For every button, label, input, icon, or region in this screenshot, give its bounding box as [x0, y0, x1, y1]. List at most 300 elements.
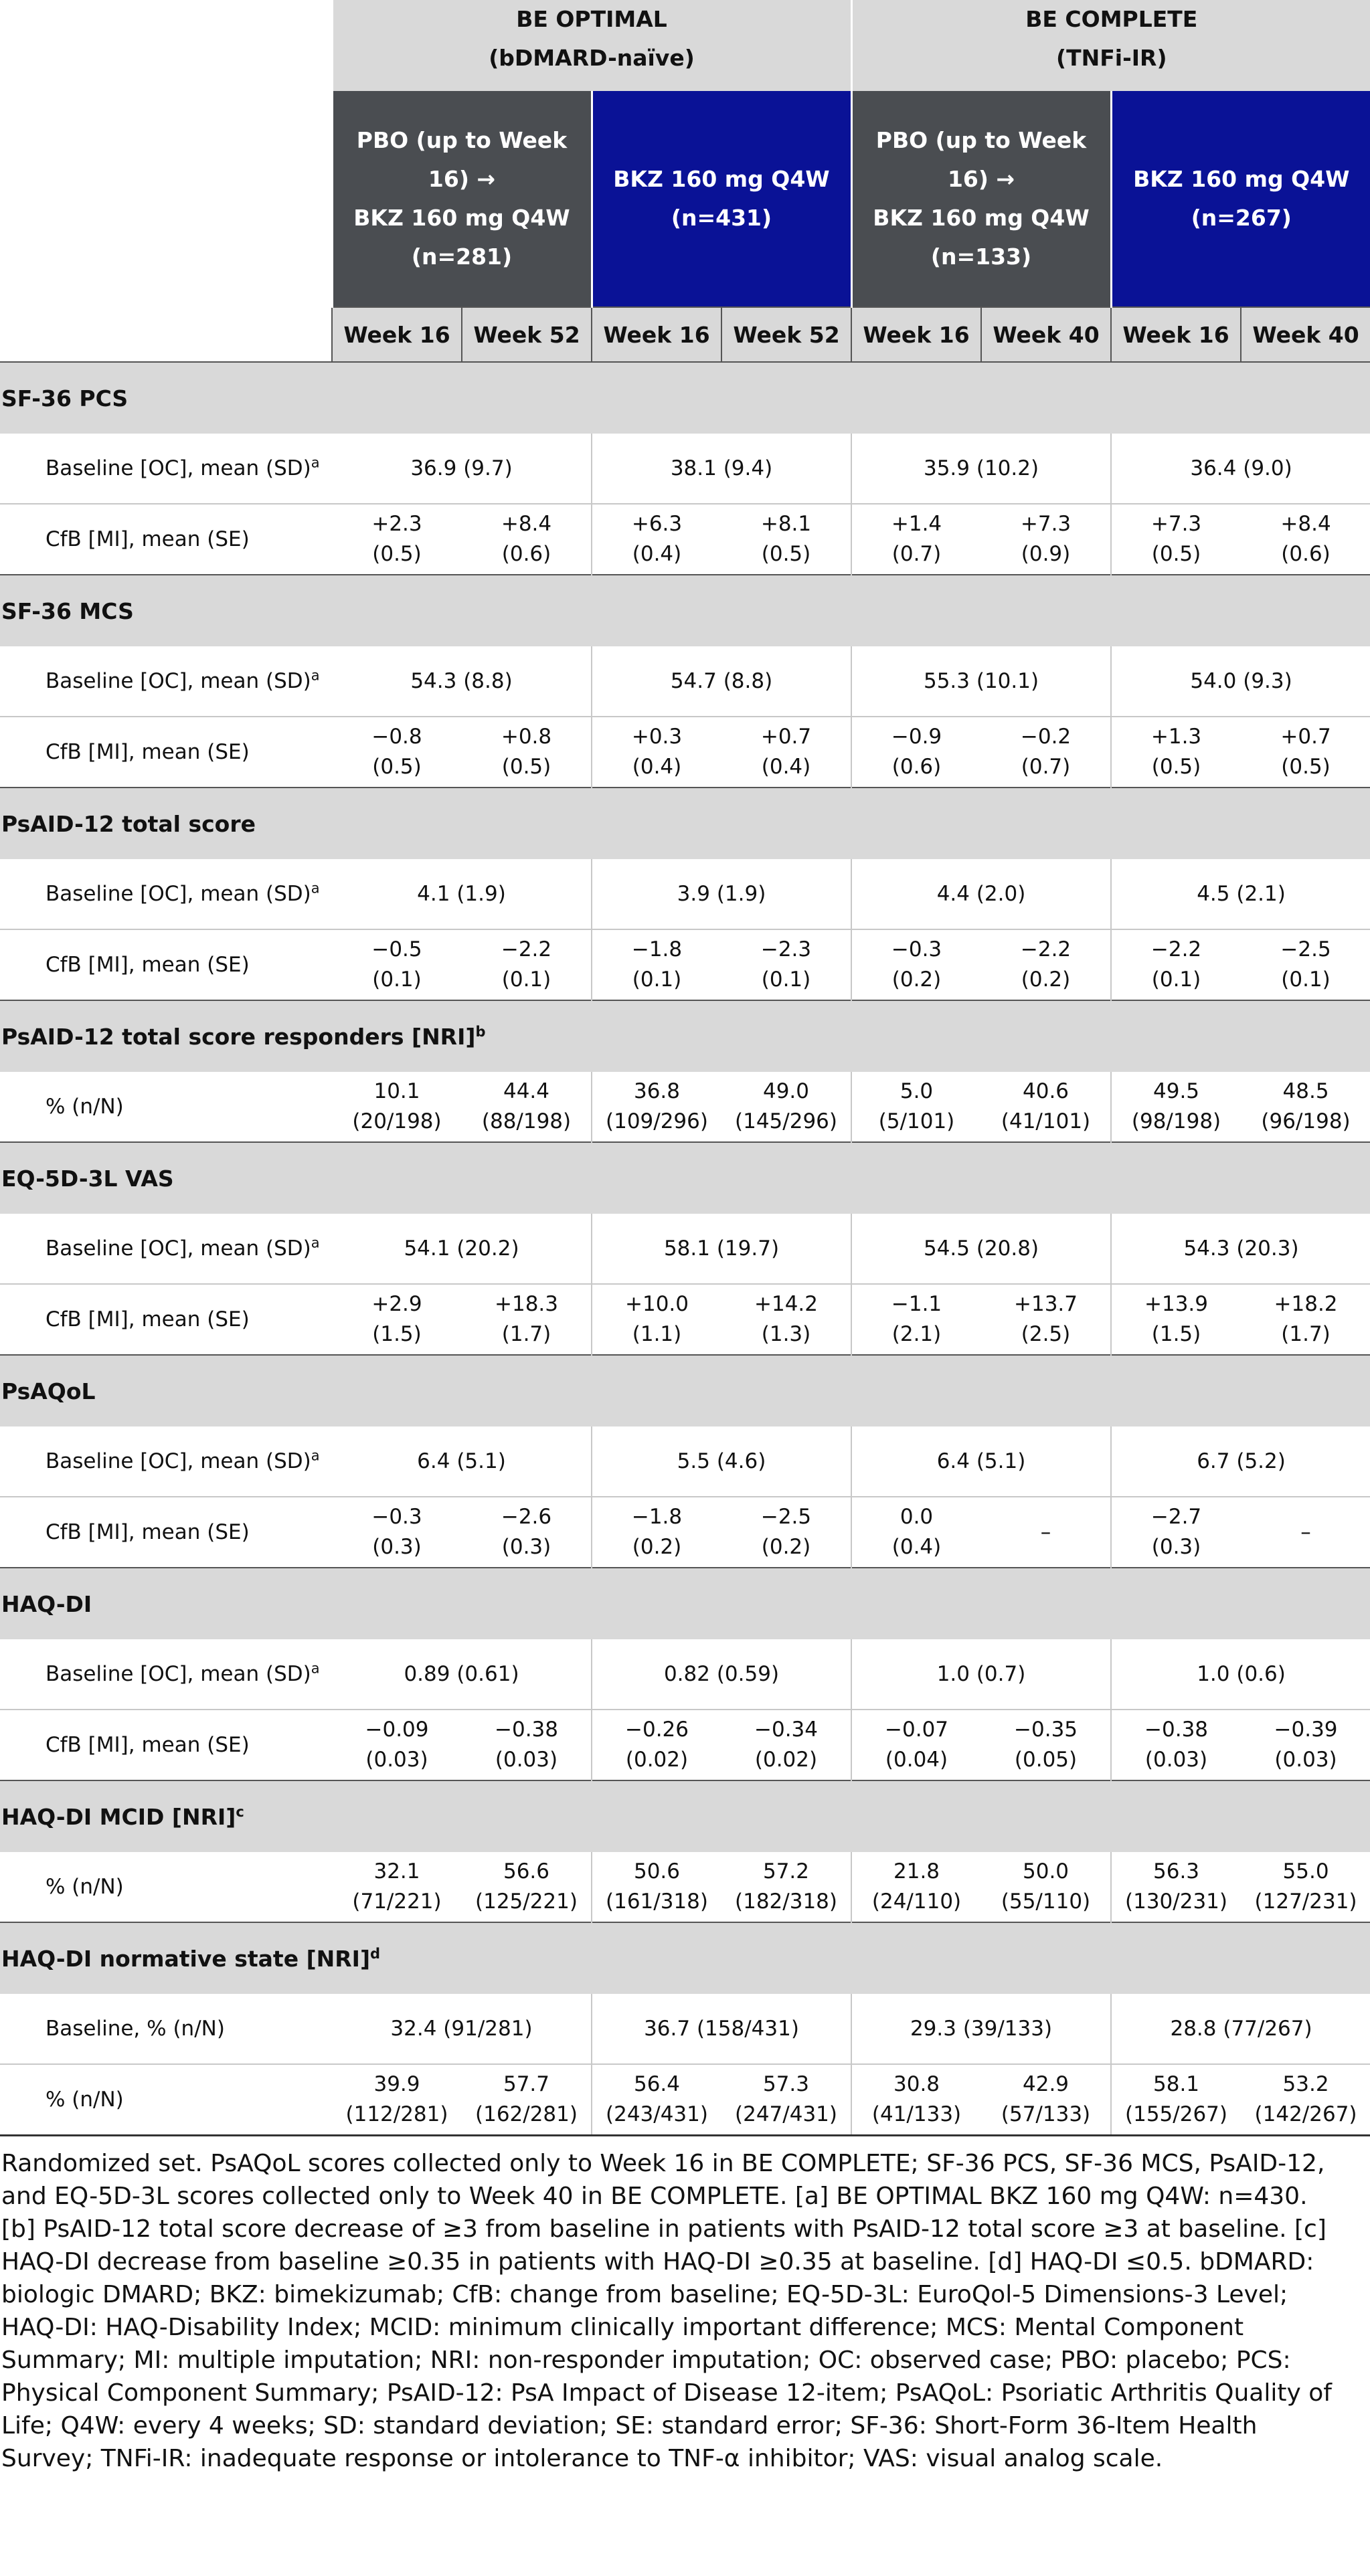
spread: (1.7)	[1281, 1322, 1331, 1346]
arm-line: (n=431)	[671, 205, 772, 231]
spread: (142/267)	[1254, 2102, 1357, 2126]
baseline-cell: 0.82 (0.59)	[592, 1639, 851, 1710]
estimate: −2.7	[1150, 1505, 1202, 1529]
footnote-marker: d	[370, 1945, 381, 1962]
value-cell	[462, 1284, 592, 1355]
arm-line: PBO (up to Week	[356, 127, 568, 153]
row-label-text: Baseline [OC], mean (SD)	[46, 882, 311, 906]
spread: (247/431)	[735, 2102, 837, 2126]
value-cell	[462, 504, 592, 575]
value-cell	[851, 1852, 981, 1922]
study-name: BE OPTIMAL	[516, 6, 667, 32]
row-label	[0, 2064, 332, 2136]
value-cell	[851, 717, 981, 788]
row-label	[0, 1639, 332, 1710]
estimate: −1.8	[631, 1505, 683, 1529]
spread: (1.3)	[761, 1322, 811, 1346]
spread: (0.5)	[372, 542, 422, 566]
estimate: 30.8	[893, 2072, 940, 2096]
section-header-row	[0, 1000, 1370, 1072]
section-title-text: PsAID-12 total score responders [NRI]	[1, 1023, 476, 1050]
spread: (0.04)	[885, 1748, 948, 1772]
value-cell	[981, 717, 1111, 788]
estimate: +1.3	[1150, 725, 1202, 749]
table-body	[0, 362, 1370, 2136]
section-header-row	[0, 1568, 1370, 1639]
spread: (0.02)	[625, 1748, 689, 1772]
estimate: −0.09	[365, 1718, 429, 1742]
spread: (130/231)	[1125, 1890, 1227, 1914]
value-cell	[332, 717, 462, 788]
baseline-cell: 35.9 (10.2)	[851, 434, 1111, 504]
section-header-row	[0, 1355, 1370, 1427]
value-cell	[1111, 504, 1241, 575]
value-cell	[1111, 717, 1241, 788]
estimate: −2.2	[1020, 937, 1072, 961]
week-header: Week 16	[1111, 307, 1241, 362]
row-label	[0, 1497, 332, 1568]
value-cell	[981, 1852, 1111, 1922]
spread: (0.1)	[1281, 968, 1331, 992]
estimate: −0.5	[371, 937, 422, 961]
spread: (0.5)	[1151, 755, 1201, 779]
spread: (243/431)	[606, 2102, 708, 2126]
value-cell	[851, 1072, 981, 1142]
arm-header-pbo-optimal	[332, 91, 592, 307]
section-title	[0, 1355, 1370, 1427]
estimate: −0.2	[1020, 725, 1072, 749]
arm-line: (n=281)	[411, 244, 513, 270]
value-cell	[332, 1284, 462, 1355]
row-label	[0, 929, 332, 1000]
value-cell	[721, 504, 851, 575]
arm-line: (n=267)	[1191, 205, 1292, 231]
spread: (2.1)	[891, 1322, 942, 1346]
spread: (0.03)	[495, 1748, 558, 1772]
estimate: −0.3	[891, 937, 942, 961]
estimate: +0.7	[1280, 725, 1331, 749]
estimate: 0.0	[900, 1505, 934, 1529]
value-cell	[721, 1497, 851, 1568]
baseline-cell: 4.1 (1.9)	[332, 859, 592, 929]
spread: (125/221)	[475, 1890, 578, 1914]
value-cell	[592, 1710, 721, 1780]
value-cell	[1111, 2064, 1241, 2136]
spread: (0.5)	[761, 542, 811, 566]
spread: (20/198)	[352, 1109, 442, 1133]
value-cell	[721, 929, 851, 1000]
value-cell	[851, 1710, 981, 1780]
section-title-text: HAQ-DI	[1, 1590, 92, 1617]
value-cell	[592, 717, 721, 788]
section-title-text: SF-36 PCS	[1, 385, 129, 411]
section-header-row	[0, 1142, 1370, 1214]
week-header: Week 16	[332, 307, 462, 362]
spread: (162/281)	[475, 2102, 578, 2126]
estimate: +6.3	[631, 512, 683, 536]
value-cell	[592, 1497, 721, 1568]
row-label-text: % (n/N)	[46, 2088, 124, 2112]
estimate: 48.5	[1282, 1079, 1329, 1103]
row-label	[0, 646, 332, 717]
row-label	[0, 504, 332, 575]
estimate: −2.3	[760, 937, 812, 961]
estimate: 44.4	[503, 1079, 550, 1103]
estimate: +10.0	[625, 1292, 689, 1316]
arm-header-bkz-complete	[1111, 91, 1370, 307]
estimate: 57.2	[762, 1859, 810, 1883]
spread: (0.5)	[1281, 755, 1331, 779]
estimate: −2.5	[1280, 937, 1331, 961]
row-label-text: CfB [MI], mean (SE)	[46, 740, 250, 764]
spread: (98/198)	[1131, 1109, 1221, 1133]
spread: (0.1)	[632, 968, 682, 992]
value-cell	[332, 1072, 462, 1142]
estimate: +2.9	[371, 1292, 422, 1316]
row-label	[0, 1284, 332, 1355]
section-title	[0, 1142, 1370, 1214]
baseline-cell: 3.9 (1.9)	[592, 859, 851, 929]
spread: (0.2)	[891, 968, 942, 992]
arm-line: BKZ 160 mg Q4W	[353, 205, 570, 231]
estimate: −0.9	[891, 725, 942, 749]
value-cell	[851, 1497, 981, 1568]
spread: (0.1)	[501, 968, 551, 992]
arm-header-bkz-optimal	[592, 91, 851, 307]
value-cell	[462, 1710, 592, 1780]
estimate: +18.3	[495, 1292, 558, 1316]
value-cell	[1241, 717, 1370, 788]
value-cell	[332, 2064, 462, 2136]
section-title-text: HAQ-DI MCID [NRI]	[1, 1803, 236, 1830]
value-cell	[851, 2064, 981, 2136]
estimate: 55.0	[1282, 1859, 1329, 1883]
value-cell	[721, 1284, 851, 1355]
baseline-cell: 0.89 (0.61)	[332, 1639, 592, 1710]
baseline-cell: 6.7 (5.2)	[1111, 1427, 1370, 1497]
value-cell	[592, 1852, 721, 1922]
data-row	[0, 929, 1370, 1000]
value-cell	[851, 504, 981, 575]
spread: (55/110)	[1001, 1890, 1091, 1914]
baseline-cell: 4.4 (2.0)	[851, 859, 1111, 929]
footnote-marker: a	[311, 454, 320, 471]
estimate: 10.1	[373, 1079, 420, 1103]
footnote-marker: c	[236, 1803, 244, 1820]
row-label	[0, 1427, 332, 1497]
footnote-marker: b	[475, 1023, 486, 1040]
row-label-text: CfB [MI], mean (SE)	[46, 953, 250, 977]
spread: (0.03)	[365, 1748, 428, 1772]
data-row	[0, 434, 1370, 504]
spread: (182/318)	[735, 1890, 837, 1914]
data-row	[0, 717, 1370, 788]
value-cell	[1241, 1072, 1370, 1142]
arm-line: BKZ 160 mg Q4W	[1133, 166, 1350, 192]
section-header-row	[0, 1922, 1370, 1994]
section-title	[0, 1000, 1370, 1072]
footnote-marker: a	[311, 1660, 320, 1677]
week-header: Week 52	[462, 307, 592, 362]
estimate: −0.26	[625, 1718, 689, 1742]
baseline-cell: 54.3 (20.3)	[1111, 1214, 1370, 1284]
arm-line: (n=133)	[930, 244, 1032, 270]
week-header: Week 16	[592, 307, 721, 362]
spread: (0.1)	[761, 968, 811, 992]
row-label-text: Baseline [OC], mean (SD)	[46, 1449, 311, 1473]
spread: (0.2)	[1021, 968, 1071, 992]
value-cell	[592, 2064, 721, 2136]
value-cell	[462, 2064, 592, 2136]
spread: (0.1)	[372, 968, 422, 992]
estimate: −0.39	[1274, 1718, 1338, 1742]
value-cell	[332, 1497, 462, 1568]
estimate: 56.4	[633, 2072, 681, 2096]
spread: (127/231)	[1254, 1890, 1357, 1914]
spread: (0.4)	[632, 542, 682, 566]
data-row	[0, 1284, 1370, 1355]
estimate: +18.2	[1274, 1292, 1338, 1316]
data-row	[0, 1994, 1370, 2064]
value-cell	[1241, 1852, 1370, 1922]
section-title-text: EQ-5D-3L VAS	[1, 1165, 174, 1192]
spread: (96/198)	[1261, 1109, 1351, 1133]
baseline-cell: 6.4 (5.1)	[332, 1427, 592, 1497]
value-cell	[721, 717, 851, 788]
value-cell	[981, 1284, 1111, 1355]
section-title-text: SF-36 MCS	[1, 597, 134, 624]
estimate: 21.8	[893, 1859, 940, 1883]
baseline-cell: 29.3 (39/133)	[851, 1994, 1111, 2064]
spread: (161/318)	[606, 1890, 708, 1914]
estimate: −0.07	[885, 1718, 949, 1742]
footnote-marker: a	[311, 880, 320, 897]
section-title	[0, 788, 1370, 859]
estimate: +8.4	[501, 512, 552, 536]
estimate: 49.5	[1153, 1079, 1200, 1103]
value-cell	[981, 1710, 1111, 1780]
spread: (88/198)	[481, 1109, 572, 1133]
spread: (0.6)	[501, 542, 551, 566]
value-cell	[721, 1072, 851, 1142]
week-header: Week 40	[981, 307, 1111, 362]
estimate: +7.3	[1020, 512, 1072, 536]
section-title-text: HAQ-DI normative state [NRI]	[1, 1945, 371, 1972]
spread: (5/101)	[878, 1109, 955, 1133]
section-header-row	[0, 788, 1370, 859]
section-header-row	[0, 1780, 1370, 1852]
spread: (41/101)	[1001, 1109, 1091, 1133]
estimate: −0.38	[495, 1718, 558, 1742]
estimate: 42.9	[1023, 2072, 1069, 2096]
estimate: +8.1	[760, 512, 812, 536]
value-cell	[592, 1284, 721, 1355]
value-cell	[1241, 1710, 1370, 1780]
estimate: 40.6	[1023, 1079, 1069, 1103]
spread: (155/267)	[1125, 2102, 1227, 2126]
estimate: –	[1040, 1520, 1051, 1544]
footnote-marker: a	[311, 1234, 320, 1251]
row-label-text: CfB [MI], mean (SE)	[46, 527, 250, 551]
estimate: 57.7	[503, 2072, 550, 2096]
estimate: −2.2	[1150, 937, 1202, 961]
spread: (0.03)	[1274, 1748, 1337, 1772]
spread: (0.6)	[1281, 542, 1331, 566]
estimate: +13.7	[1014, 1292, 1078, 1316]
estimate: –	[1300, 1520, 1311, 1544]
estimate: −2.5	[760, 1505, 812, 1529]
corner-cell	[0, 307, 332, 362]
section-title	[0, 575, 1370, 646]
estimate: 36.8	[633, 1079, 681, 1103]
estimate: +14.2	[754, 1292, 818, 1316]
estimate: −0.34	[754, 1718, 818, 1742]
value-cell	[981, 504, 1111, 575]
study-header-be-complete	[851, 0, 1370, 91]
baseline-cell: 28.8 (77/267)	[1111, 1994, 1370, 2064]
estimate: +13.9	[1144, 1292, 1209, 1316]
value-cell	[462, 1072, 592, 1142]
value-cell	[851, 1284, 981, 1355]
arm-line: 16) →	[428, 166, 496, 192]
row-label-text: CfB [MI], mean (SE)	[46, 1520, 250, 1544]
value-cell	[462, 929, 592, 1000]
estimate: 49.0	[762, 1079, 810, 1103]
estimate: 39.9	[373, 2072, 420, 2096]
estimate: −0.35	[1014, 1718, 1078, 1742]
value-cell	[332, 929, 462, 1000]
corner-cell	[0, 0, 332, 91]
estimate: −2.2	[501, 937, 552, 961]
value-cell	[462, 1497, 592, 1568]
row-label-text: % (n/N)	[46, 1095, 124, 1119]
value-cell	[1111, 1497, 1241, 1568]
spread: (0.6)	[891, 755, 942, 779]
baseline-cell: 36.4 (9.0)	[1111, 434, 1370, 504]
spread: (1.5)	[372, 1322, 422, 1346]
row-label-text: Baseline [OC], mean (SD)	[46, 456, 311, 480]
spread: (2.5)	[1021, 1322, 1071, 1346]
row-label-text: CfB [MI], mean (SE)	[46, 1307, 250, 1331]
value-cell	[1241, 1497, 1370, 1568]
value-cell	[592, 929, 721, 1000]
week-header: Week 40	[1241, 307, 1370, 362]
spread: (0.5)	[372, 755, 422, 779]
estimate: 56.3	[1153, 1859, 1200, 1883]
arm-header-row	[0, 91, 1370, 307]
study-subtitle: (bDMARD-naïve)	[489, 45, 695, 71]
data-row	[0, 2064, 1370, 2136]
row-label-text: Baseline [OC], mean (SD)	[46, 1236, 311, 1261]
estimate: 58.1	[1153, 2072, 1200, 2096]
study-header-row	[0, 0, 1370, 91]
section-header-row	[0, 575, 1370, 646]
spread: (0.4)	[632, 755, 682, 779]
data-row	[0, 1214, 1370, 1284]
spread: (0.9)	[1021, 542, 1071, 566]
value-cell	[592, 504, 721, 575]
value-cell	[721, 1710, 851, 1780]
data-row	[0, 1497, 1370, 1568]
spread: (1.5)	[1151, 1322, 1201, 1346]
estimate: +2.3	[371, 512, 422, 536]
spread: (0.5)	[501, 755, 551, 779]
row-label	[0, 859, 332, 929]
section-title	[0, 362, 1370, 434]
value-cell	[1111, 1710, 1241, 1780]
value-cell	[1241, 929, 1370, 1000]
spread: (1.7)	[501, 1322, 551, 1346]
baseline-cell: 55.3 (10.1)	[851, 646, 1111, 717]
estimate: −0.38	[1144, 1718, 1209, 1742]
value-cell	[981, 2064, 1111, 2136]
spread: (0.4)	[891, 1535, 942, 1559]
section-title-text: PsAID-12 total score	[1, 810, 256, 837]
estimate: 53.2	[1282, 2072, 1329, 2096]
row-label	[0, 1072, 332, 1142]
baseline-cell: 54.5 (20.8)	[851, 1214, 1111, 1284]
study-header-be-optimal	[332, 0, 851, 91]
spread: (57/133)	[1001, 2102, 1091, 2126]
value-cell	[721, 2064, 851, 2136]
value-cell	[332, 1710, 462, 1780]
estimate: +0.7	[760, 725, 812, 749]
spread: (0.1)	[1151, 968, 1201, 992]
section-title-text: PsAQoL	[1, 1378, 96, 1404]
section-title	[0, 1568, 1370, 1639]
estimate: 32.1	[373, 1859, 420, 1883]
value-cell	[1241, 1284, 1370, 1355]
data-row	[0, 646, 1370, 717]
corner-cell	[0, 91, 332, 307]
week-header: Week 52	[721, 307, 851, 362]
value-cell	[462, 717, 592, 788]
spread: (0.3)	[1151, 1535, 1201, 1559]
spread: (0.2)	[761, 1535, 811, 1559]
footnote: Randomized set. PsAQoL scores collected only to Week 16 in BE COMPLETE; SF-36 PCS, SF-36 MCS, PsAID-12, and EQ-5D-3L scores collected only to Week 40 in BE COMPLETE. [a] BE OPTIMAL BKZ 160 mg Q4W: n=430. [b] PsAID-12 total score decrease of ≥3 from baseline in patients with PsAID-12 total score ≥3 at baseline. [c] HAQ-DI decrease from baseline ≥0.35 in patients with HAQ-DI ≥0.35 at baseline. [d] HAQ-DI ≤0.5. bDMARD: biologic DMARD; BKZ: bimekizumab; CfB: change from baseline; EQ-5D-3L: EuroQol-5 Dimensions-3 Level; HAQ-DI: HAQ-Disability Index; MCID: minimum clinically important difference; MCS: Mental Component Summary; MI: multiple imputation; NRI: non-responder imputation; OC: observed case; PBO: placebo; PCS: Physical Component Summary; PsAID-12: PsA Impact of Disease 12-item; PsAQoL: Psoriatic Arthritis Quality of Life; Q4W: every 4 weeks; SD: standard deviation; SE: standard error; SF-36: Short-Form 36-Item Health Survey; TNFi-IR: inadequate response or intolerance to TNF-α inhibitor; VAS: visual analog scale.	[1, 2150, 1332, 2472]
week-header: Week 16	[851, 307, 981, 362]
estimate: 50.6	[633, 1859, 681, 1883]
estimate: +1.4	[891, 512, 942, 536]
row-label	[0, 1852, 332, 1922]
spread: (0.02)	[754, 1748, 818, 1772]
spread: (0.3)	[501, 1535, 551, 1559]
row-label	[0, 1710, 332, 1780]
arm-line: BKZ 160 mg Q4W	[873, 205, 1090, 231]
arm-header-pbo-complete	[851, 91, 1111, 307]
spread: (0.7)	[1021, 755, 1071, 779]
value-cell	[1241, 504, 1370, 575]
estimate: −1.8	[631, 937, 683, 961]
value-cell	[332, 504, 462, 575]
section-header-row	[0, 362, 1370, 434]
spread: (0.3)	[372, 1535, 422, 1559]
baseline-cell: 54.1 (20.2)	[332, 1214, 592, 1284]
data-row	[0, 859, 1370, 929]
baseline-cell: 36.7 (158/431)	[592, 1994, 851, 2064]
value-cell	[981, 1497, 1111, 1568]
section-title	[0, 1922, 1370, 1994]
row-label	[0, 434, 332, 504]
estimate: +0.3	[631, 725, 683, 749]
value-cell	[462, 1852, 592, 1922]
data-row	[0, 504, 1370, 575]
estimate: 50.0	[1023, 1859, 1069, 1883]
spread: (109/296)	[606, 1109, 708, 1133]
estimate: +8.4	[1280, 512, 1331, 536]
baseline-cell: 58.1 (19.7)	[592, 1214, 851, 1284]
estimate: 57.3	[762, 2072, 810, 2096]
